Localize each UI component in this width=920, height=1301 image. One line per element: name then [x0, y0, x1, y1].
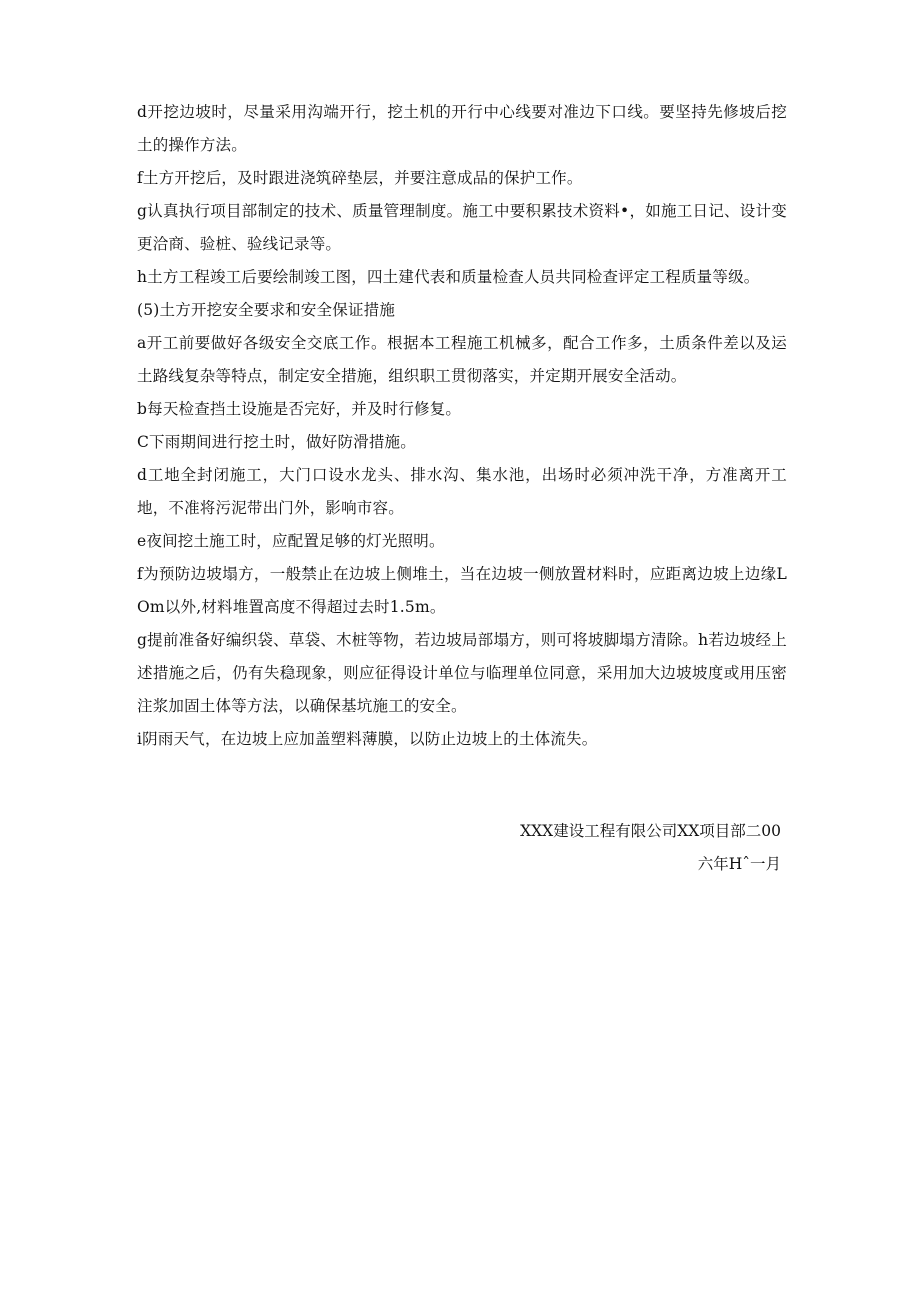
paragraph: b每天检查挡土设施是否完好，并及时行修复。 — [137, 400, 462, 418]
section-heading: (5)土方开挖安全要求和安全保证措施 — [137, 301, 396, 319]
paragraph: h土方工程竣工后要绘制竣工图，四土建代表和质量检查人员共同检查评定工程质量等级。 — [137, 268, 760, 286]
signature-date: 六年Hˆ一月 — [697, 855, 781, 873]
paragraph: d开挖边坡时，尽量采用沟端开行，挖土机的开行中心线要对准边下口线。要坚持先修坡后挖土的操作方法。 — [137, 103, 787, 154]
paragraph: g认真执行项目部制定的技术、质量管理制度。施工中要积累技术资料•，如施工日记、设计变更洽商、验桩、验线记录等。 — [137, 202, 787, 253]
paragraph: f土方开挖后，及时跟进浇筑碎垫层，并要注意成品的保护工作。 — [137, 169, 583, 187]
signature-block — [361, 815, 781, 881]
paragraph: d工地全封闭施工，大门口设水龙头、排水沟、集水池，出场时必须冲洗干净，方准离开工地，不准将污泥带出门外，影响市容。 — [137, 466, 787, 517]
paragraph: C下雨期间进行挖土时，做好防滑措施。 — [137, 433, 416, 451]
paragraph: g提前准备好编织袋、草袋、木桩等物，若边坡局部塌方，则可将坡脚塌方清除。h若边坡经上述措施之后，仍有失稳现象，则应征得设计单位与临理单位同意，采用加大边坡坡度或用压密注浆加固土体等方法，以确保基坑施工的安全。 — [137, 631, 787, 715]
signature-company: XXX建设工程有限公司XX项目部二00 — [520, 822, 781, 840]
paragraph: a开工前要做好各级安全交底工作。根据本工程施工机械多，配合工作多，土质条件差以及运土路线复杂等特点，制定安全措施，组织职工贯彻落实，并定期开展安全活动。 — [137, 334, 787, 385]
document-body — [137, 96, 787, 756]
paragraph: f为预防边坡塌方，一般禁止在边坡上侧堆土，当在边坡一侧放置材料时，应距离边坡上边缘LOm以外,材料堆置高度不得超过去时1.5m。 — [137, 565, 787, 616]
paragraph: e夜间挖土施工时，应配置足够的灯光照明。 — [137, 532, 445, 550]
paragraph: i阴雨天气，在边坡上应加盖塑料薄膜，以防止边坡上的土体流失。 — [137, 730, 598, 748]
